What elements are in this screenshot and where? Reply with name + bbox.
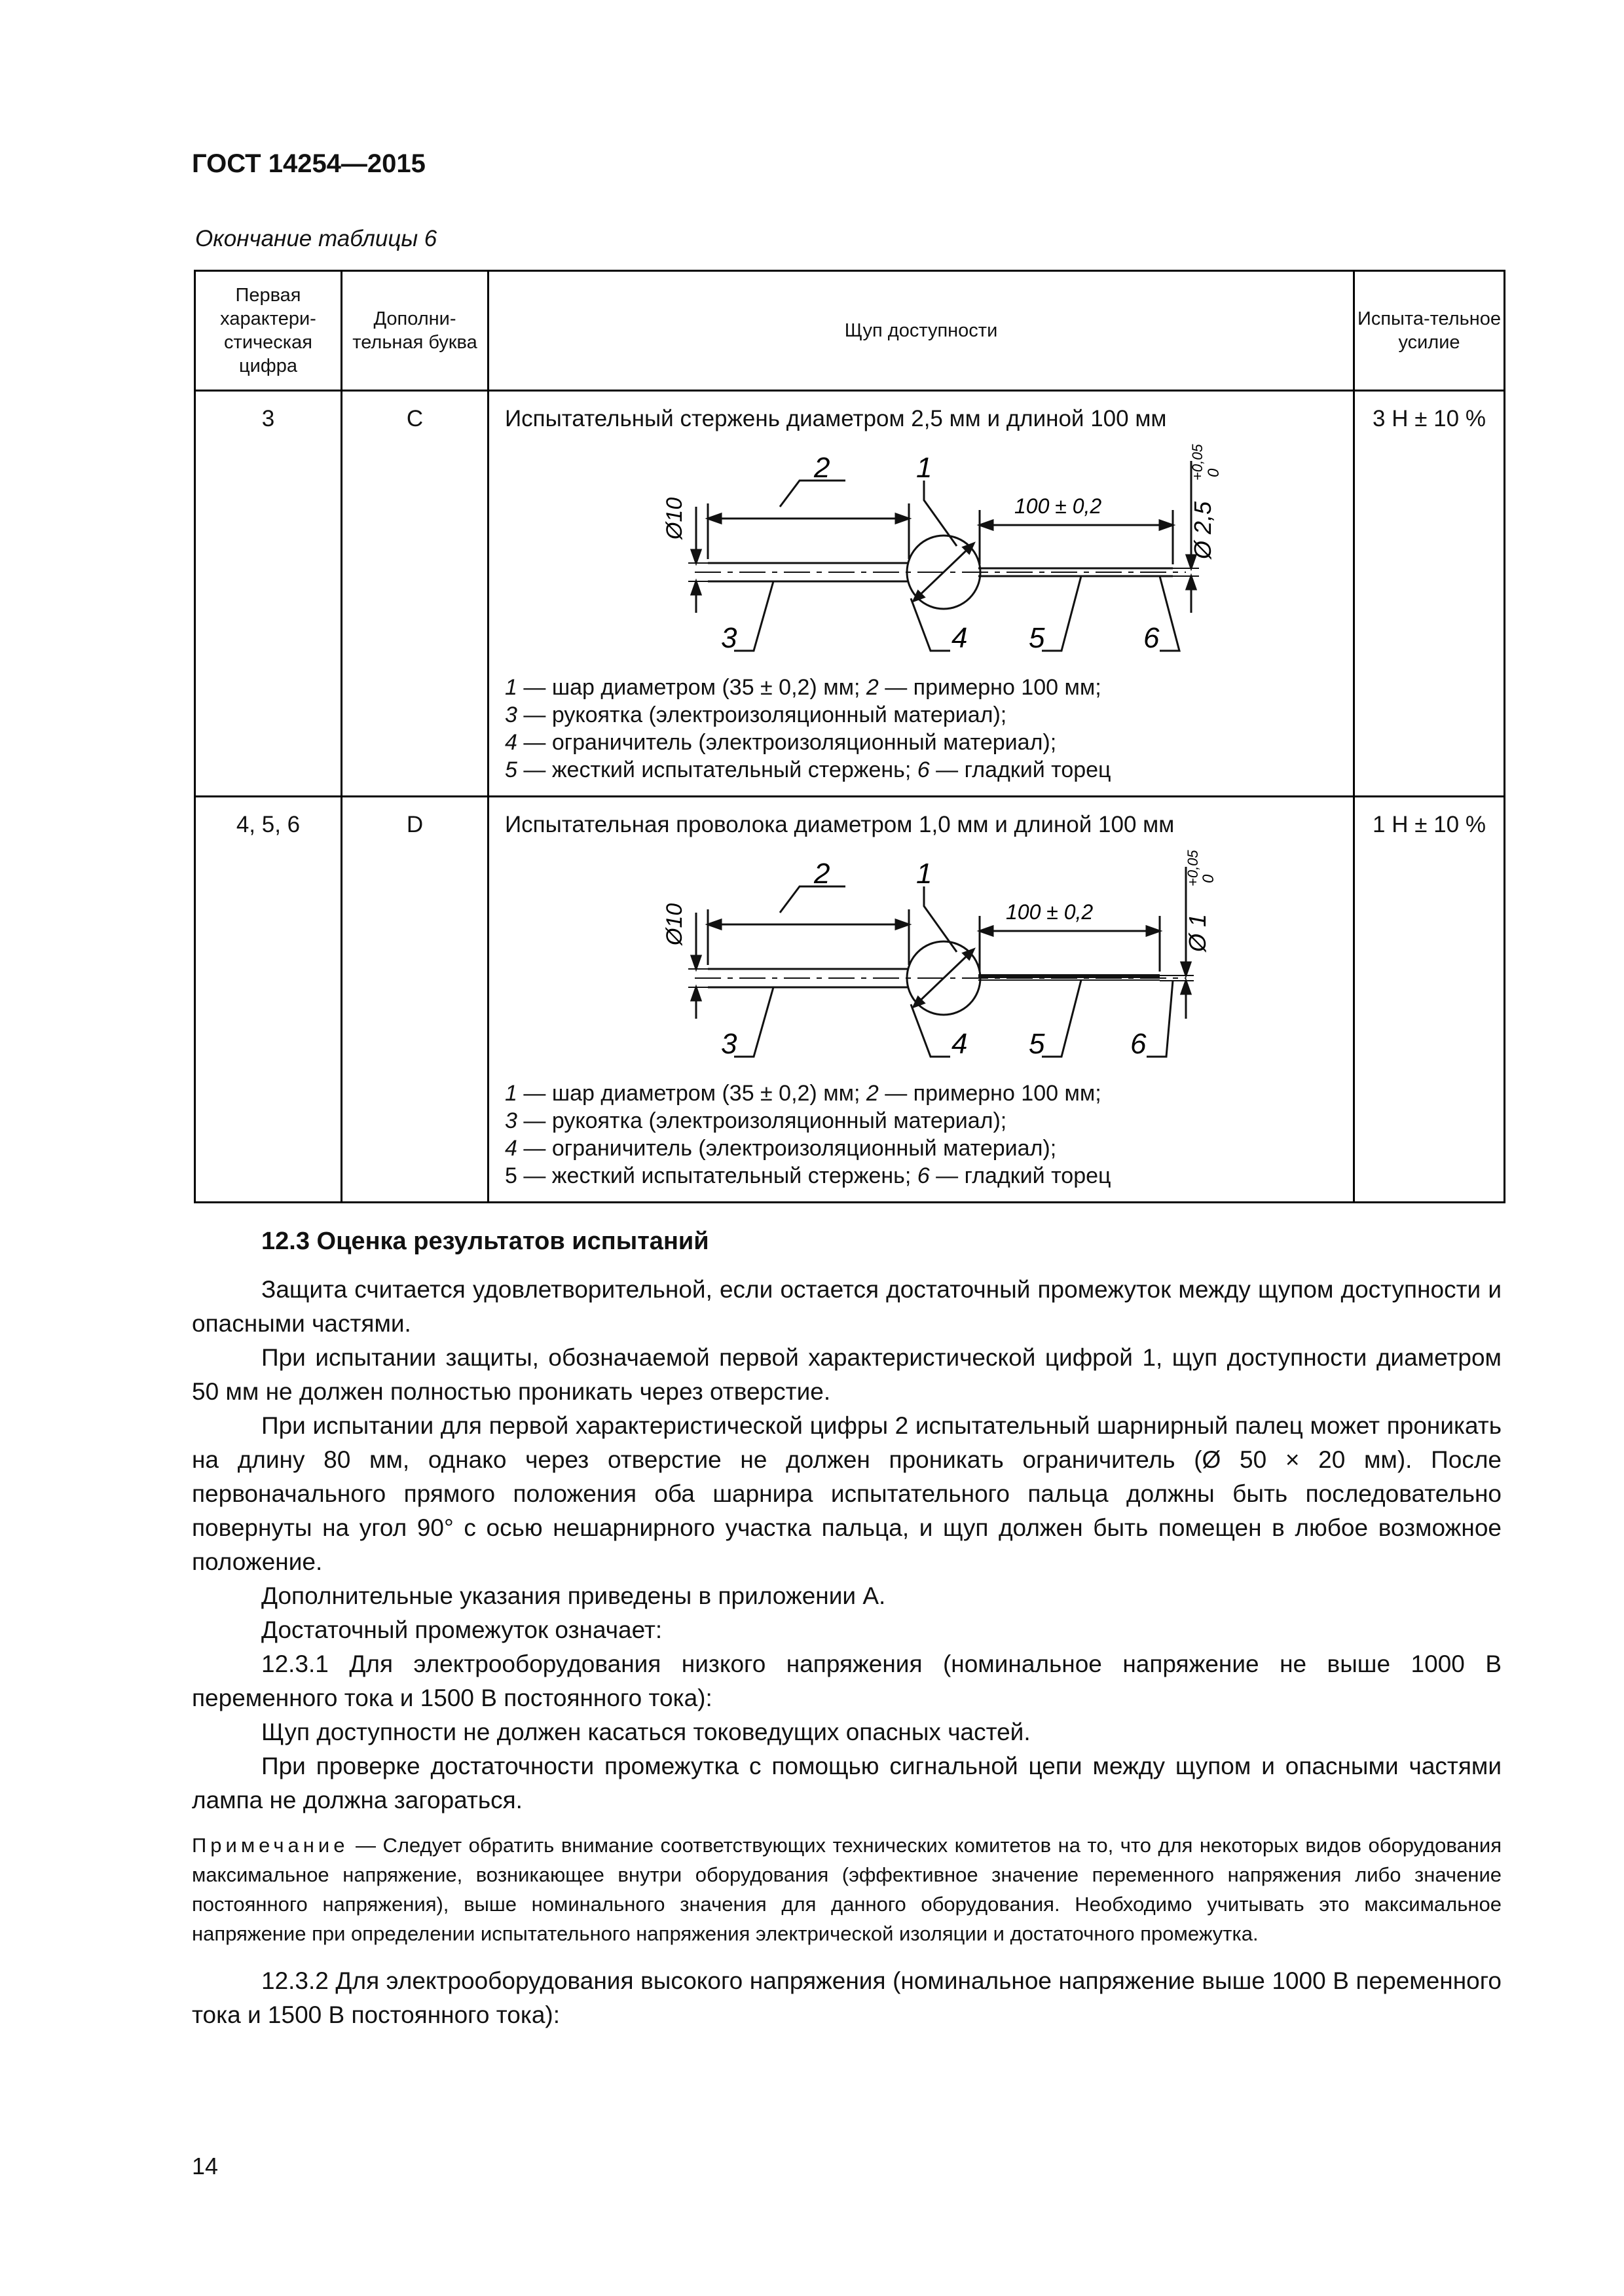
figure-tol-lower: 0	[1205, 468, 1223, 477]
note	[192, 1831, 1502, 1948]
table-caption: Окончание таблицы 6	[195, 226, 437, 251]
probe-title: Испытательная проволока диаметром 1,0 мм и длиной 100 мм	[505, 812, 1175, 837]
figure-dim-length: 100 ± 0,2	[1006, 900, 1094, 924]
test-force-cell: 1 Н ± 10 %	[1354, 797, 1505, 1203]
figure-label-3: 3	[721, 1028, 737, 1060]
paragraph: 12.3.1 Для электрооборудования низкого напряжения (номинальное напряжение не выше 1000 В переменного тока и 1500 В постоянного тока):	[192, 1650, 1502, 1711]
additional-letter-cell: C	[342, 391, 489, 797]
figure-label-5: 5	[1029, 1028, 1045, 1060]
figure-dia-left: Ø10	[662, 497, 687, 539]
figure-label-6: 6	[1143, 622, 1160, 654]
figure-dia-right: Ø 1	[1184, 913, 1211, 952]
figure-label-4: 4	[951, 622, 968, 654]
section-body	[192, 1224, 1502, 2032]
figure-dia-right: Ø 2,5	[1189, 501, 1216, 559]
column-header-access-probe: Щуп доступности	[489, 271, 1354, 391]
access-probe-cell	[489, 391, 1354, 797]
probe-table	[194, 270, 1505, 1203]
figure-legend	[505, 1080, 1337, 1190]
paragraph: При испытании для первой характеристической цифры 2 испытательный шарнирный палец может проникать на длину 80 мм, однако через отверстие не должен проникать ограничитель (Ø 50 × 20 мм). После первоначального прямого положения оба шарнира испытательного пальца должны быть последовательно повернуты на угол 90° с осью нешарнирного участка пальца, и щуп должен быть помещен в любое возможное положение.	[192, 1412, 1502, 1575]
figure-label-1: 1	[916, 452, 932, 484]
figure-label-2: 2	[814, 858, 830, 890]
paragraph: Щуп доступности не должен касаться токоведущих опасных частей.	[261, 1719, 1031, 1745]
paragraph: Защита считается удовлетворительной, если остается достаточный промежуток между щупом доступности и опасными частями.	[192, 1276, 1502, 1337]
paragraph: 12.3.2 Для электрооборудования высокого напряжения (номинальное напряжение выше 1000 В переменного тока и 1500 В постоянного тока):	[192, 1967, 1502, 2028]
legend-line: 4 — ограничитель (электроизоляционный материал);	[505, 730, 1057, 755]
first-digit-cell: 4, 5, 6	[195, 797, 342, 1203]
test-rod-figure	[505, 441, 1337, 667]
figure-dia-left: Ø10	[662, 903, 687, 945]
figure-label-4: 4	[951, 1028, 968, 1060]
note-text: — Следует обратить внимание соответствующих технических комитетов на то, что для некоторых видов оборудования максимальное напряжение, возникающее внутри оборудования (эффективное значение переменного напряжения либо значение постоянного напряжения), выше номинального значения для данного оборудования. Необходимо учитывать это максимальное напряжение при определении испытательного напряжения электрической изоляции и достаточного промежутка.	[192, 1834, 1502, 1945]
figure-label-6: 6	[1130, 1028, 1147, 1060]
paragraph: Достаточный промежуток означает:	[261, 1616, 663, 1643]
column-header-test-force: Испыта-тельное усилие	[1354, 271, 1505, 391]
test-force-cell: 3 Н ± 10 %	[1354, 391, 1505, 797]
table-header-row	[195, 271, 1505, 391]
probe-title: Испытательный стержень диаметром 2,5 мм и длиной 100 мм	[505, 406, 1167, 431]
legend-line: 5 — жесткий испытательный стержень; 6 — гладкий торец	[505, 1163, 1111, 1188]
access-probe-cell	[489, 797, 1354, 1203]
figure-dim-length: 100 ± 0,2	[1014, 494, 1102, 518]
additional-letter-cell: D	[342, 797, 489, 1203]
figure-legend	[505, 674, 1337, 784]
figure-label-2: 2	[814, 452, 830, 484]
table-row	[195, 391, 1505, 797]
page-number: 14	[192, 2153, 219, 2179]
column-header-additional-letter: Дополни-тельная буква	[342, 271, 489, 391]
legend-line: 5 — жесткий испытательный стержень; 6 — гладкий торец	[505, 757, 1111, 782]
table-row	[195, 797, 1505, 1203]
paragraph: При проверке достаточности промежутка с помощью сигнальной цепи между щупом и опасными частями лампа не должна загораться.	[192, 1753, 1502, 1813]
figure-tol-lower: 0	[1200, 874, 1217, 883]
test-wire-figure	[505, 847, 1337, 1073]
paragraph: При испытании защиты, обозначаемой первой характеристической цифрой 1, щуп доступности диаметром 50 мм не должен полностью проникать через отверстие.	[192, 1344, 1502, 1405]
legend-line: 3 — рукоятка (электроизоляционный материал);	[505, 1108, 1007, 1133]
paragraph: Дополнительные указания приведены в приложении А.	[261, 1582, 886, 1609]
note-label: Примечание	[192, 1834, 349, 1857]
legend-line: 1 — шар диаметром (35 ± 0,2) мм; 2 — примерно 100 мм;	[505, 675, 1101, 700]
first-digit-cell: 3	[195, 391, 342, 797]
column-header-first-digit: Первая характери-стическая цифра	[195, 271, 342, 391]
figure-tol-upper: +0,05	[1189, 444, 1206, 481]
legend-line: 1 — шар диаметром (35 ± 0,2) мм; 2 — примерно 100 мм;	[505, 1081, 1101, 1106]
legend-line: 3 — рукоятка (электроизоляционный материал);	[505, 702, 1007, 727]
legend-line: 4 — ограничитель (электроизоляционный материал);	[505, 1136, 1057, 1161]
figure-label-5: 5	[1029, 622, 1045, 654]
standard-code: ГОСТ 14254—2015	[192, 149, 426, 178]
section-heading: 12.3 Оценка результатов испытаний	[261, 1228, 709, 1255]
figure-label-1: 1	[916, 858, 932, 890]
figure-label-3: 3	[721, 622, 737, 654]
figure-tol-upper: +0,05	[1185, 850, 1201, 886]
